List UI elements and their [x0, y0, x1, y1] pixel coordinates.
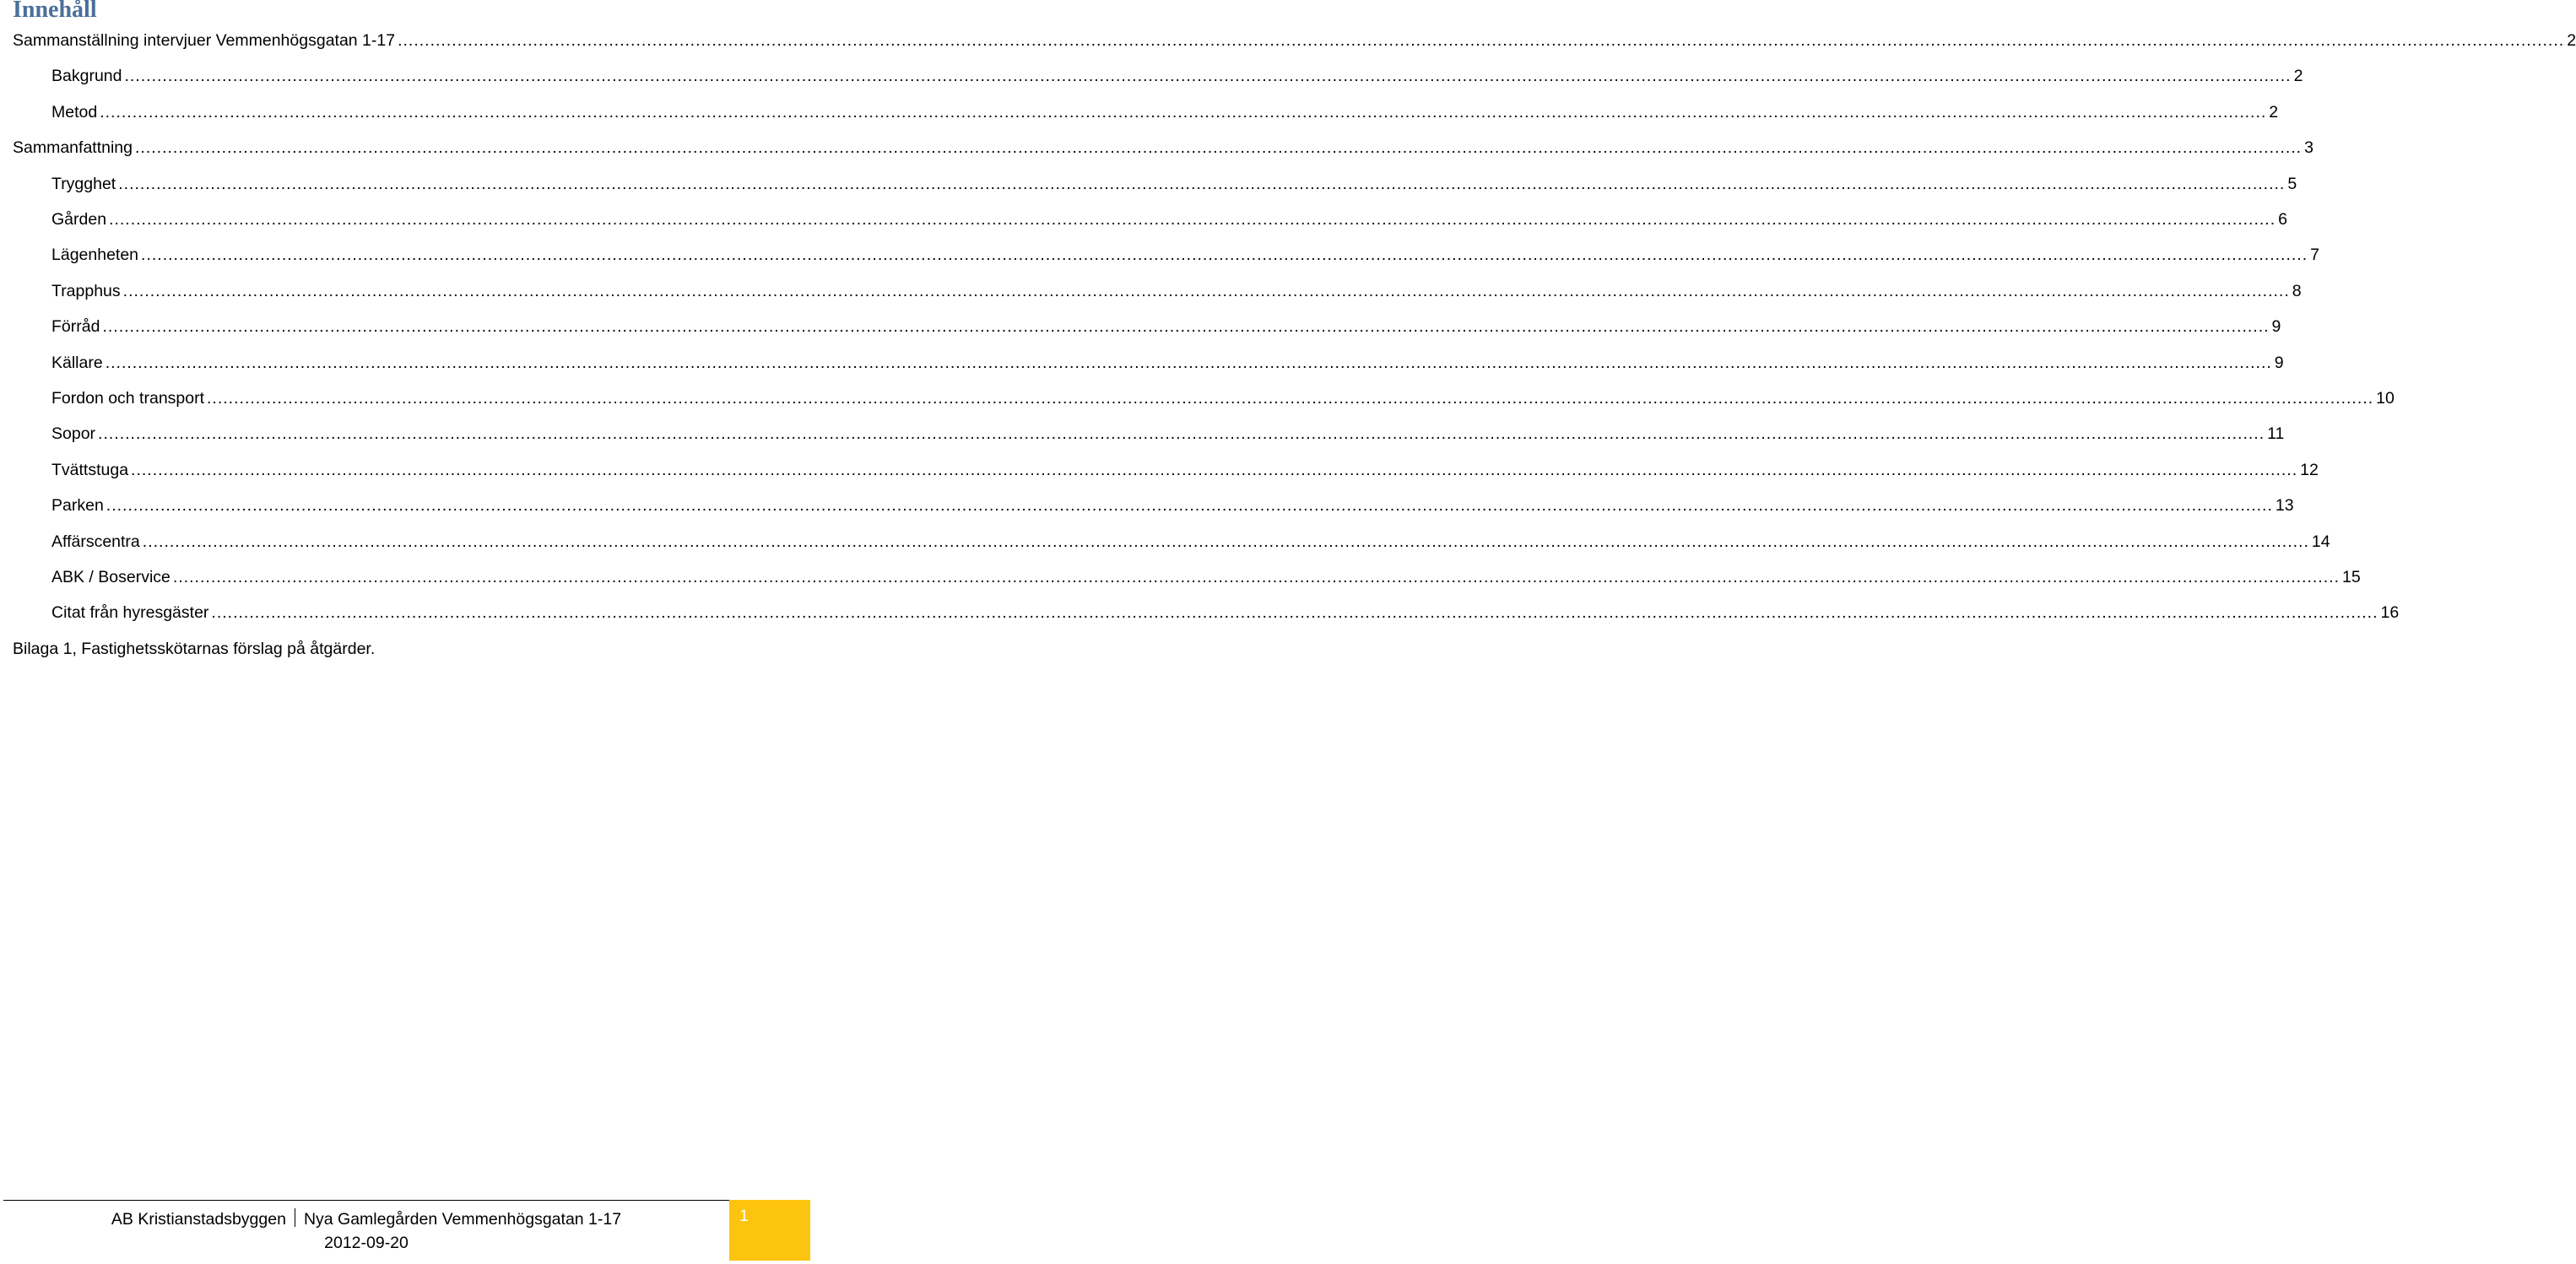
- toc-entry[interactable]: [51, 237, 2319, 273]
- footer: [3, 1207, 729, 1255]
- toc-entry-page: 5: [2287, 174, 2297, 193]
- toc-leader-dots: ................................................................................................................................................................................................................................................................................................................................................................................................................: [135, 138, 2303, 158]
- footer-date: 2012-09-20: [324, 1234, 409, 1252]
- toc-entry-label: Källare: [51, 353, 103, 372]
- toc-entry[interactable]: [51, 595, 2400, 630]
- toc-entry-page: 15: [2341, 568, 2361, 586]
- toc-entry-page: 12: [2300, 460, 2319, 479]
- toc-entry[interactable]: [51, 58, 2303, 94]
- toc-leader-dots: ................................................................................................................................................................................................................................................................................................................................................................................................................: [98, 424, 2265, 444]
- toc-entry-label: Sammanställning intervjuer Vemmenhögsgatan 1-17: [13, 31, 396, 50]
- toc-leader-dots: ................................................................................................................................................................................................................................................................................................................................................................................................................: [118, 174, 2286, 193]
- toc-entry-page: 9: [2271, 317, 2281, 337]
- footer-project: Nya Gamlegården Vemmenhögsgatan 1-17: [303, 1210, 622, 1229]
- toc-entry-label: Citat från hyresgäster: [51, 603, 209, 623]
- toc-leader-dots: ................................................................................................................................................................................................................................................................................................................................................................................................................: [142, 532, 2309, 551]
- toc-leader-dots: ................................................................................................................................................................................................................................................................................................................................................................................................................: [207, 389, 2374, 408]
- toc-leader-dots: ................................................................................................................................................................................................................................................................................................................................................................................................................: [141, 246, 2308, 265]
- toc-leader-dots: ................................................................................................................................................................................................................................................................................................................................................................................................................: [398, 31, 2565, 50]
- toc-entry-page: 7: [2310, 246, 2319, 265]
- toc-entry-page: 10: [2376, 389, 2395, 408]
- toc-entry[interactable]: [13, 130, 2314, 165]
- toc-entry[interactable]: [51, 488, 2294, 523]
- toc-entry-page: 16: [2380, 603, 2400, 623]
- toc-entry-page: 3: [2304, 138, 2314, 158]
- toc-entry-label: Affärscentra: [51, 532, 140, 551]
- toc-entry-label: Fordon och transport: [51, 389, 205, 408]
- toc-entry-page: 8: [2292, 281, 2302, 300]
- toc-entry[interactable]: [13, 23, 2576, 58]
- page-number: 1: [739, 1207, 749, 1225]
- toc-entry-label: Trygghet: [51, 174, 116, 193]
- toc-entry[interactable]: [51, 309, 2281, 344]
- toc-leader-dots: ................................................................................................................................................................................................................................................................................................................................................................................................................: [106, 496, 2273, 516]
- toc-entry-page: 2: [2293, 67, 2303, 86]
- toc-entry[interactable]: [51, 95, 2279, 130]
- footer-divider: [3, 1200, 729, 1201]
- toc-entry[interactable]: [51, 559, 2361, 595]
- toc-leader-dots: ................................................................................................................................................................................................................................................................................................................................................................................................................: [109, 210, 2276, 229]
- toc-entry[interactable]: [51, 202, 2287, 237]
- toc-entry-page: 13: [2275, 496, 2294, 516]
- toc-leader-dots: ................................................................................................................................................................................................................................................................................................................................................................................................................: [100, 102, 2267, 122]
- toc-entry[interactable]: [51, 381, 2395, 416]
- toc-entry[interactable]: [51, 345, 2284, 381]
- toc-entry-label: Förråd: [51, 317, 100, 337]
- toc-leader-dots: ................................................................................................................................................................................................................................................................................................................................................................................................................: [172, 568, 2340, 586]
- toc-entry-label: Tvättstuga: [51, 460, 129, 479]
- toc-appendix-entry: Bilaga 1, Fastighetsskötarnas förslag på åtgärder.: [13, 639, 376, 658]
- toc-entry-label: Sopor: [51, 424, 96, 444]
- toc-entry-page: 2: [2567, 31, 2576, 50]
- toc-entry-label: Metod: [51, 102, 98, 122]
- toc-leader-dots: ................................................................................................................................................................................................................................................................................................................................................................................................................: [105, 353, 2272, 372]
- toc-entry-page: 11: [2267, 424, 2285, 444]
- toc-entry-label: Sammanfattning: [13, 138, 133, 158]
- toc-entry[interactable]: [51, 452, 2319, 488]
- toc-entry[interactable]: [51, 166, 2297, 202]
- toc-entry-page: 9: [2274, 353, 2284, 372]
- toc-entry-page: 14: [2311, 532, 2330, 551]
- footer-company: AB Kristianstadsbyggen: [111, 1210, 286, 1229]
- toc-entry-label: Bakgrund: [51, 67, 122, 86]
- toc-entry[interactable]: [51, 416, 2285, 451]
- toc-leader-dots: ................................................................................................................................................................................................................................................................................................................................................................................................................: [122, 281, 2290, 300]
- toc-entry-label: ABK / Boservice: [51, 568, 170, 586]
- toc-entry-page: 2: [2269, 102, 2279, 122]
- toc-entry-label: Gården: [51, 210, 107, 229]
- toc-entry-label: Lägenheten: [51, 246, 139, 265]
- toc-entry-page: 6: [2278, 210, 2287, 229]
- toc-leader-dots: ................................................................................................................................................................................................................................................................................................................................................................................................................: [211, 603, 2378, 623]
- toc-entry-label: Trapphus: [51, 281, 121, 300]
- toc-leader-dots: ................................................................................................................................................................................................................................................................................................................................................................................................................: [124, 67, 2292, 86]
- toc-title: Innehåll: [13, 0, 97, 23]
- toc-entry-label: Parken: [51, 496, 104, 516]
- toc-entry[interactable]: [51, 273, 2302, 309]
- toc-leader-dots: ................................................................................................................................................................................................................................................................................................................................................................................................................: [131, 460, 2298, 479]
- toc-leader-dots: ................................................................................................................................................................................................................................................................................................................................................................................................................: [102, 317, 2270, 337]
- toc-entry[interactable]: [51, 524, 2330, 559]
- page-number-box: [729, 1200, 810, 1261]
